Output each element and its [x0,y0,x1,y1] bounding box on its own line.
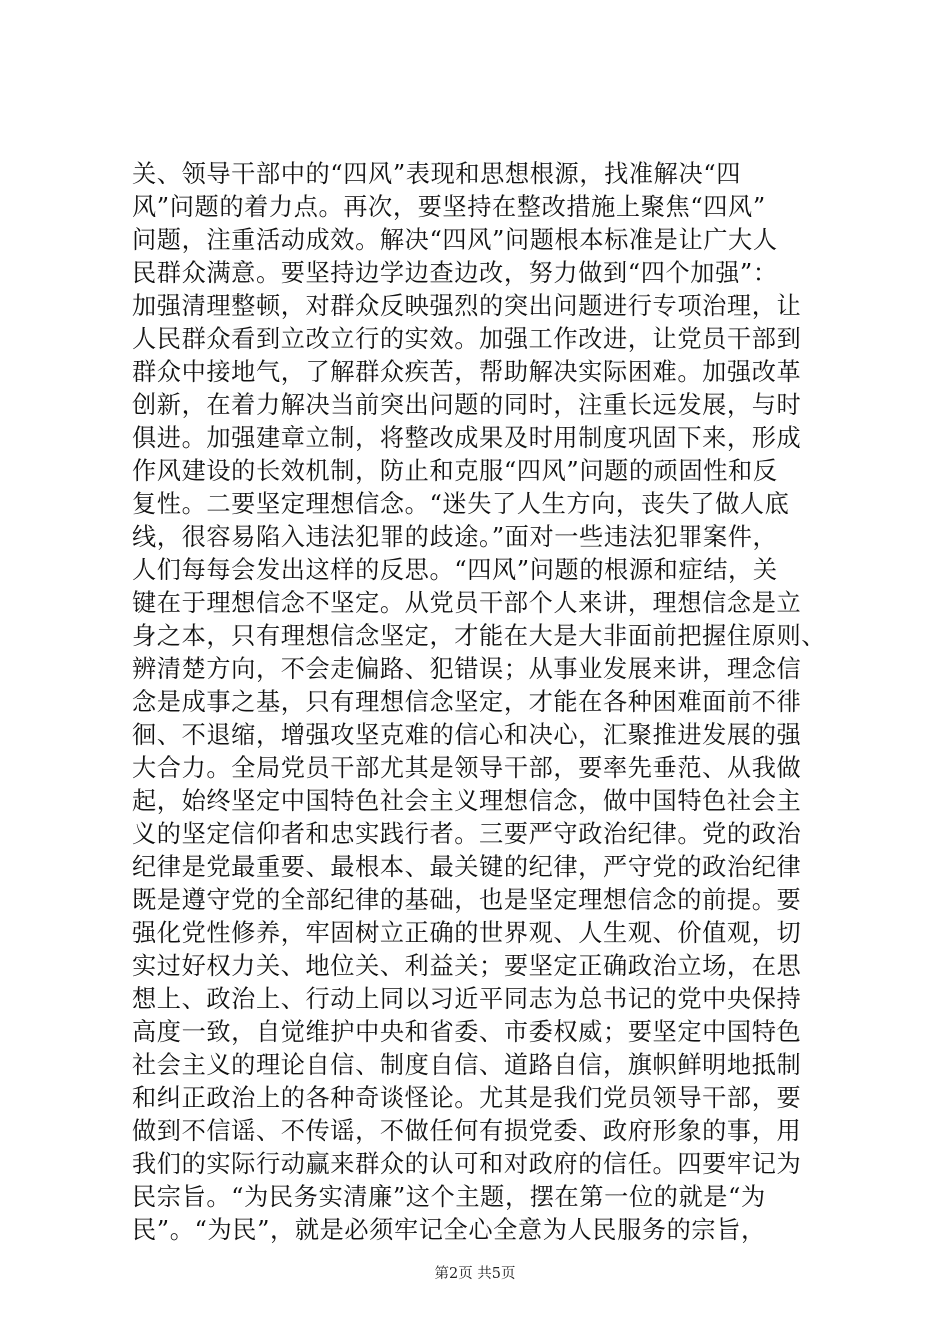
text-line: 人民群众看到立改立行的实效。加强工作改进，让党员干部到 [132,325,802,353]
body-text [132,158,832,1247]
text-line: 和纠正政治上的各种奇谈怪论。尤其是我们党员领导干部，要 [132,1084,802,1112]
text-line: 念是成事之基，只有理想信念坚定，才能在各种困难面前不徘 [132,688,802,716]
text-line: 做到不信谣、不传谣，不做任何有损党委、政府形象的事，用 [132,1117,802,1145]
text-line: 风”问题的着力点。再次，要坚持在整改措施上聚焦“四风” [132,193,766,221]
text-line: 纪律是党最重要、最根本、最关键的纪律，严守党的政治纪律 [132,853,802,881]
text-line: 俱进。加强建章立制，将整改成果及时用制度巩固下来，形成 [132,424,802,452]
text-line: 民宗旨。“为民务实清廉”这个主题，摆在第一位的就是“为 [132,1183,766,1211]
text-line: 民”。“为民”，就是必须牢记全心全意为人民服务的宗旨， [132,1216,766,1244]
text-line: 人们每每会发出这样的反思。“四风”问题的根源和症结，关 [132,556,778,584]
text-line: 社会主义的理论自信、制度自信、道路自信，旗帜鲜明地抵制 [132,1051,802,1079]
text-line: 民群众满意。要坚持边学边查边改，努力做到“四个加强”： [132,259,778,287]
text-line: 问题，注重活动成效。解决“四风”问题根本标准是让广大人 [132,226,778,254]
text-line: 高度一致，自觉维护中央和省委、市委权威；要坚定中国特色 [132,1018,802,1046]
text-line: 我们的实际行动赢来群众的认可和对政府的信任。四要牢记为 [132,1150,802,1178]
text-line: 强化党性修养，牢固树立正确的世界观、人生观、价值观，切 [132,919,802,947]
text-line: 想上、政治上、行动上同以习近平同志为总书记的党中央保持 [132,985,802,1013]
text-line: 起，始终坚定中国特色社会主义理想信念，做中国特色社会主 [132,787,802,815]
text-line: 创新，在着力解决当前突出问题的同时，注重长远发展，与时 [132,391,802,419]
text-line: 线，很容易陷入违法犯罪的歧途。”面对一些违法犯罪案件， [132,523,778,551]
text-line: 关、领导干部中的“四风”表现和思想根源，找准解决“四 [132,160,742,188]
text-line: 身之本，只有理想信念坚定，才能在大是大非面前把握住原则、 [132,622,827,650]
text-line: 作风建设的长效机制，防止和克服“四风”问题的顽固性和反 [132,457,778,485]
text-line: 既是遵守党的全部纪律的基础，也是坚定理想信念的前提。要 [132,886,802,914]
text-line: 辨清楚方向，不会走偏路、犯错误；从事业发展来讲，理念信 [132,655,802,683]
text-line: 义的坚定信仰者和忠实践行者。三要严守政治纪律。党的政治 [132,820,802,848]
text-line: 徊、不退缩，增强攻坚克难的信心和决心，汇聚推进发展的强 [132,721,802,749]
text-line: 群众中接地气，了解群众疾苦，帮助解决实际困难。加强改革 [132,358,802,386]
text-line: 复性。二要坚定理想信念。“迷失了人生方向，丧失了做人底 [132,490,790,518]
text-line: 大合力。全局党员干部尤其是领导干部，要率先垂范、从我做 [132,754,802,782]
text-line: 键在于理想信念不坚定。从党员干部个人来讲，理想信念是立 [132,589,802,617]
page-number-footer: 第2页 共5页 [434,1266,516,1282]
text-line: 加强清理整顿，对群众反映强烈的突出问题进行专项治理，让 [132,292,802,320]
text-line: 实过好权力关、地位关、利益关；要坚定正确政治立场，在思 [132,952,802,980]
